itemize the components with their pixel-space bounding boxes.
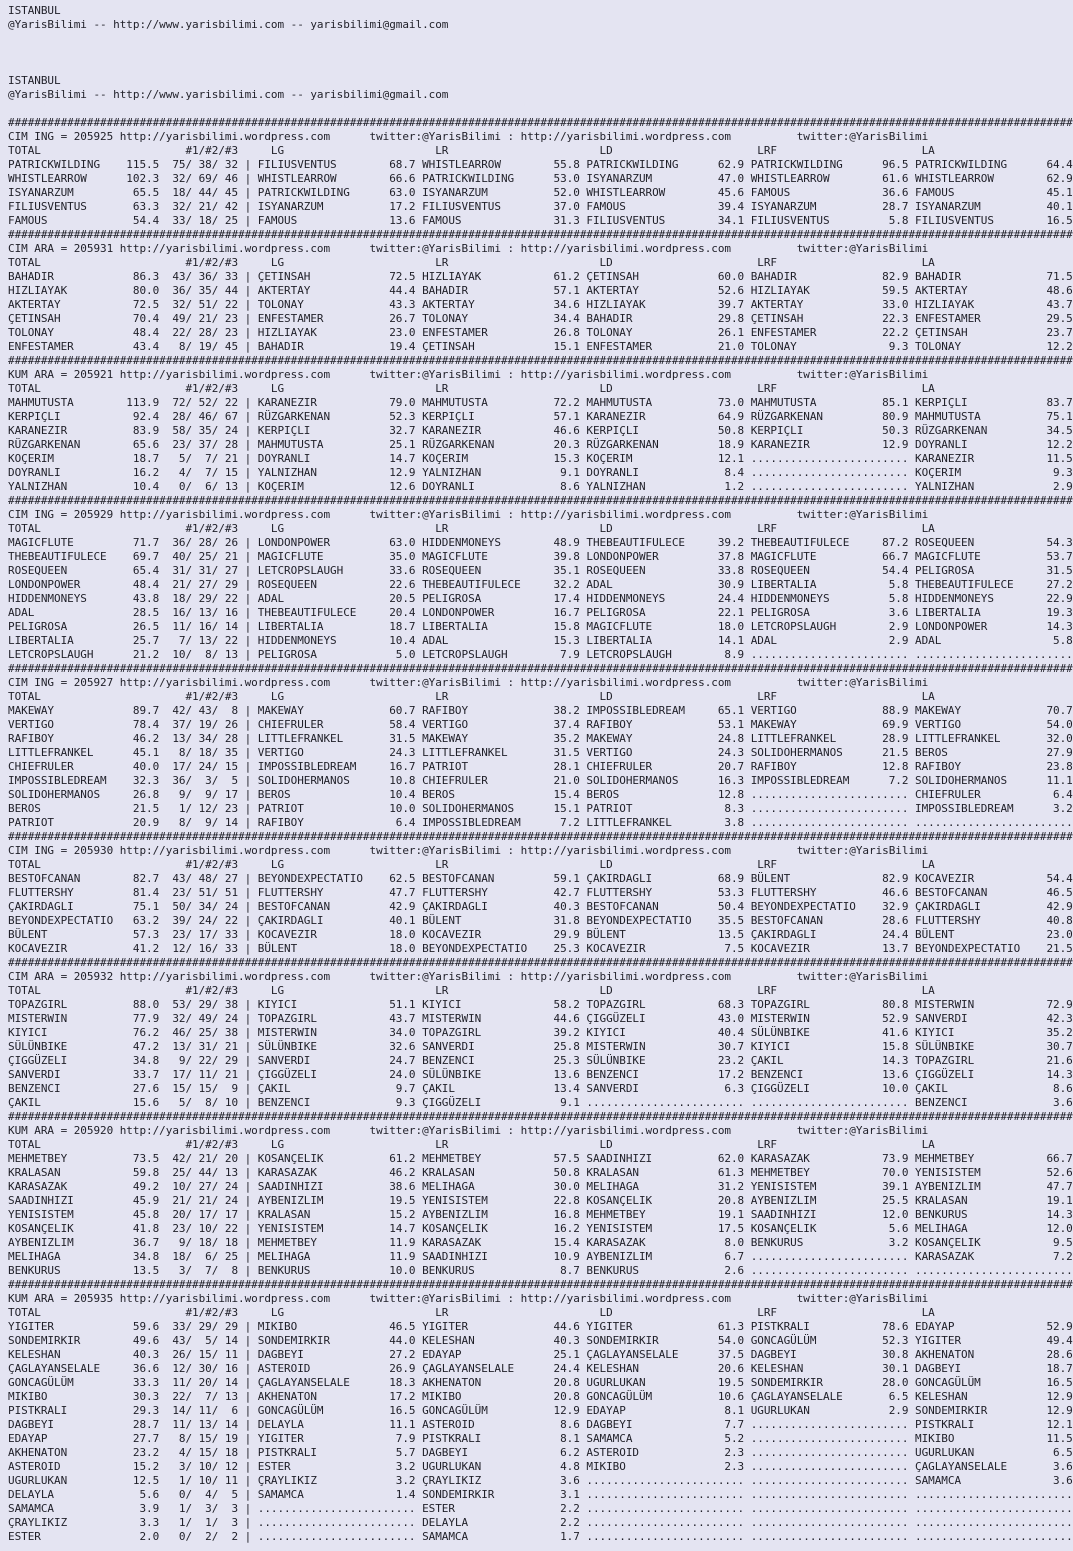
table-row: ISYANARZUM 65.5 18/ 44/ 45 | PATRICKWILDING 63.0 ISYANARZUM 52.0 WHISTLEARROW 45.6 FAMOUS 36.6 FAMOUS 45.1 bbox=[8, 186, 1073, 199]
section-header: CIM ING = 205930 http://yarisbilimi.wordpress.com twitter:@YarisBilimi : http://yarisbilimi.wordpress.com twitter:@YarisBilimi bbox=[8, 844, 929, 857]
table-row: ÇETINSAH 70.4 49/ 21/ 23 | ENFESTAMER 26.7 TOLONAY 34.4 BAHADIR 29.8 ÇETINSAH 22.3 ENFESTAMER 29.5 bbox=[8, 312, 1073, 325]
section-divider: ################################################################################################################################################################## bbox=[8, 494, 1073, 507]
table-row: ADAL 28.5 16/ 13/ 16 | THEBEAUTIFULECE 20.4 LONDONPOWER 16.7 PELIGROSA 22.1 PELIGROSA 3.6 LIBERTALIA 19.3 bbox=[8, 606, 1073, 619]
race-section bbox=[8, 830, 1073, 956]
table-row: KERPIÇLI 92.4 28/ 46/ 67 | RÜZGARKENAN 52.3 KERPIÇLI 57.1 KARANEZIR 64.9 RÜZGARKENAN 80.9 MAHMUTUSTA 75.1 bbox=[8, 410, 1073, 423]
race-section bbox=[8, 116, 1073, 228]
table-row: MELIHAGA 34.8 18/ 6/ 25 | MELIHAGA 11.9 SAADINHIZI 10.9 AYBENIZLIM 6.7 ........................ KARASAZAK 7.2 bbox=[8, 1250, 1073, 1263]
table-row: YIGITER 59.6 33/ 29/ 29 | MIKIBO 46.5 YIGITER 44.6 YIGITER 61.3 PISTKRALI 78.6 EDAYAP 52.9 bbox=[8, 1320, 1073, 1333]
table-row: RÜZGARKENAN 65.6 23/ 37/ 28 | MAHMUTUSTA 25.1 RÜZGARKENAN 20.3 RÜZGARKENAN 18.9 KARANEZIR 12.9 DOYRANLI 12.2 bbox=[8, 438, 1073, 451]
blank-line bbox=[8, 46, 1073, 60]
contact-line-repeat: @YarisBilimi -- http://www.yarisbilimi.com -- yarisbilimi@gmail.com bbox=[8, 88, 449, 101]
table-row: DOYRANLI 16.2 4/ 7/ 15 | YALNIZHAN 12.9 YALNIZHAN 9.1 DOYRANLI 8.4 ........................ KOÇERIM 9.3 bbox=[8, 466, 1073, 479]
section-divider: ################################################################################################################################################################## bbox=[8, 662, 1073, 675]
table-row: ENFESTAMER 43.4 8/ 19/ 45 | BAHADIR 19.4 ÇETINSAH 15.1 ENFESTAMER 21.0 TOLONAY 9.3 TOLONAY 12.2 bbox=[8, 340, 1073, 353]
section-header: KUM ARA = 205921 http://yarisbilimi.wordpress.com twitter:@YarisBilimi : http://yarisbilimi.wordpress.com twitter:@YarisBilimi bbox=[8, 368, 929, 381]
table-row: FLUTTERSHY 81.4 23/ 51/ 51 | FLUTTERSHY 47.7 FLUTTERSHY 42.7 FLUTTERSHY 53.3 FLUTTERSHY 46.6 BESTOFCANAN 46.5 bbox=[8, 886, 1073, 899]
table-row: KOCAVEZIR 41.2 12/ 16/ 33 | BÜLENT 18.0 BEYONDEXPECTATIO 25.3 KOCAVEZIR 7.5 KOCAVEZIR 13.7 BEYONDEXPECTATIO 21.5 bbox=[8, 942, 1073, 955]
table-row: VERTIGO 78.4 37/ 19/ 26 | CHIEFRULER 58.4 VERTIGO 37.4 RAFIBOY 53.1 MAKEWAY 69.9 VERTIGO 54.0 bbox=[8, 718, 1073, 731]
table-row: MAGICFLUTE 71.7 36/ 28/ 26 | LONDONPOWER 63.0 HIDDENMONEYS 48.9 THEBEAUTIFULECE 39.2 THEBEAUTIFULECE 87.2 ROSEQUEEN 54.3 bbox=[8, 536, 1073, 549]
table-row: CHIEFRULER 40.0 17/ 24/ 15 | IMPOSSIBLEDREAM 16.7 PATRIOT 28.1 CHIEFRULER 20.7 RAFIBOY 12.8 RAFIBOY 23.8 bbox=[8, 760, 1073, 773]
table-row: PATRIOT 20.9 8/ 9/ 14 | RAFIBOY 6.4 IMPOSSIBLEDREAM 7.2 LITTLEFRANKEL 3.8 ........................ ........................ bbox=[8, 816, 1073, 829]
table-row: BAHADIR 86.3 43/ 36/ 33 | ÇETINSAH 72.5 HIZLIAYAK 61.2 ÇETINSAH 60.0 BAHADIR 82.9 BAHADIR 71.5 bbox=[8, 270, 1073, 283]
table-row: SÜLÜNBIKE 47.2 13/ 31/ 21 | SÜLÜNBIKE 32.6 SANVERDI 25.8 MISTERWIN 30.7 KIYICI 15.8 SÜLÜNBIKE 30.7 bbox=[8, 1040, 1073, 1053]
contact-line: @YarisBilimi -- http://www.yarisbilimi.com -- yarisbilimi@gmail.com bbox=[8, 18, 449, 31]
blank-line bbox=[8, 32, 1073, 46]
table-row: ÇAGLAYANSELALE 36.6 12/ 30/ 16 | ASTEROID 26.9 ÇAGLAYANSELALE 24.4 KELESHAN 20.6 KELESHAN 30.1 DAGBEYI 18.7 bbox=[8, 1362, 1073, 1375]
section-header: KUM ARA = 205920 http://yarisbilimi.wordpress.com twitter:@YarisBilimi : http://yarisbilimi.wordpress.com twitter:@YarisBilimi bbox=[8, 1124, 929, 1137]
table-row: TOPAZGIRL 88.0 53/ 29/ 38 | KIYICI 51.1 KIYICI 58.2 TOPAZGIRL 68.3 TOPAZGIRL 80.8 MISTERWIN 72.9 bbox=[8, 998, 1073, 1011]
table-row: KOÇERIM 18.7 5/ 7/ 21 | DOYRANLI 14.7 KOÇERIM 15.3 KOÇERIM 12.1 ........................ KARANEZIR 11.5 bbox=[8, 452, 1073, 465]
section-header: CIM ING = 205929 http://yarisbilimi.wordpress.com twitter:@YarisBilimi : http://yarisbilimi.wordpress.com twitter:@YarisBilimi bbox=[8, 508, 929, 521]
table-row: ASTEROID 15.2 3/ 10/ 12 | ESTER 3.2 UGURLUKAN 4.8 MIKIBO 2.3 ........................ ÇAGLAYANSELALE 3.6 bbox=[8, 1460, 1073, 1473]
section-header: KUM ARA = 205935 http://yarisbilimi.wordpress.com twitter:@YarisBilimi : http://yarisbilimi.wordpress.com twitter:@YarisBilimi bbox=[8, 1292, 929, 1305]
table-row: KOSANÇELIK 41.8 23/ 10/ 22 | YENISISTEM 14.7 KOSANÇELIK 16.2 YENISISTEM 17.5 KOSANÇELIK 5.6 MELIHAGA 12.0 bbox=[8, 1222, 1073, 1235]
table-row: KRALASAN 59.8 25/ 44/ 13 | KARASAZAK 46.2 KRALASAN 50.8 KRALASAN 61.3 MEHMETBEY 70.0 YENISISTEM 52.6 bbox=[8, 1166, 1073, 1179]
column-headers: TOTAL #1/#2/#3 LG LR LD LRF LA bbox=[8, 256, 935, 269]
table-row: THEBEAUTIFULECE 69.7 40/ 25/ 21 | MAGICFLUTE 35.0 MAGICFLUTE 39.8 LONDONPOWER 37.8 MAGICFLUTE 66.7 MAGICFLUTE 53.7 bbox=[8, 550, 1073, 563]
table-row: SONDEMIRKIR 49.6 43/ 5/ 14 | SONDEMIRKIR 44.0 KELESHAN 40.3 SONDEMIRKIR 54.0 GONCAGÜLÜM 52.3 YIGITER 49.4 bbox=[8, 1334, 1073, 1347]
table-row: TOLONAY 48.4 22/ 28/ 23 | HIZLIAYAK 23.0 ENFESTAMER 26.8 TOLONAY 26.1 ENFESTAMER 22.2 ÇETINSAH 23.7 bbox=[8, 326, 1073, 339]
table-row: SAMAMCA 3.9 1/ 3/ 3 | ........................ ESTER 2.2 ........................ ........................ ........................ bbox=[8, 1502, 1073, 1515]
table-row: IMPOSSIBLEDREAM 32.3 36/ 3/ 5 | SOLIDOHERMANOS 10.8 CHIEFRULER 21.0 SOLIDOHERMANOS 16.3 IMPOSSIBLEDREAM 7.2 SOLIDOHERMANOS 11.1 bbox=[8, 774, 1073, 787]
section-divider: ################################################################################################################################################################## bbox=[8, 228, 1073, 241]
blank-line bbox=[8, 60, 1073, 74]
section-divider: ################################################################################################################################################################## bbox=[8, 116, 1073, 129]
table-row: HIDDENMONEYS 43.8 18/ 29/ 22 | ADAL 20.5 PELIGROSA 17.4 HIDDENMONEYS 24.4 HIDDENMONEYS 5.8 HIDDENMONEYS 22.9 bbox=[8, 592, 1073, 605]
table-row: BEROS 21.5 1/ 12/ 23 | PATRIOT 10.0 SOLIDOHERMANOS 15.1 PATRIOT 8.3 ........................ IMPOSSIBLEDREAM 3.2 bbox=[8, 802, 1073, 815]
table-row: LETCROPSLAUGH 21.2 10/ 8/ 13 | PELIGROSA 5.0 LETCROPSLAUGH 7.9 LETCROPSLAUGH 8.9 ........................ ........................ bbox=[8, 648, 1073, 661]
section-header: CIM ARA = 205931 http://yarisbilimi.wordpress.com twitter:@YarisBilimi : http://yarisbilimi.wordpress.com twitter:@YarisBilimi bbox=[8, 242, 929, 255]
table-row: ROSEQUEEN 65.4 31/ 31/ 27 | LETCROPSLAUGH 33.6 ROSEQUEEN 35.1 ROSEQUEEN 33.8 ROSEQUEEN 54.4 PELIGROSA 31.5 bbox=[8, 564, 1073, 577]
section-header: CIM ING = 205927 http://yarisbilimi.wordpress.com twitter:@YarisBilimi : http://yarisbilimi.wordpress.com twitter:@YarisBilimi bbox=[8, 676, 929, 689]
table-row: ÇAKIL 15.6 5/ 8/ 10 | BENZENCI 9.3 ÇIGGÜZELI 9.1 ........................ ........................ BENZENCI 3.6 bbox=[8, 1096, 1073, 1109]
table-row: KARANEZIR 83.9 58/ 35/ 24 | KERPIÇLI 32.7 KARANEZIR 46.6 KERPIÇLI 50.8 KERPIÇLI 50.3 RÜZGARKENAN 34.5 bbox=[8, 424, 1073, 437]
table-row: AYBENIZLIM 36.7 9/ 18/ 18 | MEHMETBEY 11.9 KARASAZAK 15.4 KARASAZAK 8.0 BENKURUS 3.2 KOSANÇELIK 9.5 bbox=[8, 1236, 1073, 1249]
race-section bbox=[8, 956, 1073, 1110]
section-divider: ################################################################################################################################################################## bbox=[8, 354, 1073, 367]
table-row: BEYONDEXPECTATIO 63.2 39/ 24/ 22 | ÇAKIRDAGLI 40.1 BÜLENT 31.8 BEYONDEXPECTATIO 35.5 BESTOFCANAN 28.6 FLUTTERSHY 40.8 bbox=[8, 914, 1073, 927]
table-row: PISTKRALI 29.3 14/ 11/ 6 | GONCAGÜLÜM 16.5 GONCAGÜLÜM 12.9 EDAYAP 8.1 UGURLUKAN 2.9 SONDEMIRKIR 12.9 bbox=[8, 1404, 1073, 1417]
table-row: ESTER 2.0 0/ 2/ 2 | ........................ SAMAMCA 1.7 ........................ ........................ ........................ bbox=[8, 1530, 1073, 1543]
table-row: LONDONPOWER 48.4 21/ 27/ 29 | ROSEQUEEN 22.6 THEBEAUTIFULECE 32.2 ADAL 30.9 LIBERTALIA 5.8 THEBEAUTIFULECE 27.2 bbox=[8, 578, 1073, 591]
race-section bbox=[8, 354, 1073, 494]
blank-line bbox=[8, 102, 1073, 116]
race-section bbox=[8, 228, 1073, 354]
column-headers: TOTAL #1/#2/#3 LG LR LD LRF LA bbox=[8, 1138, 935, 1151]
column-headers: TOTAL #1/#2/#3 LG LR LD LRF LA bbox=[8, 382, 935, 395]
page-title-repeat: ISTANBUL bbox=[8, 74, 61, 87]
table-row: BÜLENT 57.3 23/ 17/ 33 | KOCAVEZIR 18.0 KOCAVEZIR 29.9 BÜLENT 13.5 ÇAKIRDAGLI 24.4 BÜLENT 23.0 bbox=[8, 928, 1073, 941]
table-row: SAADINHIZI 45.9 21/ 21/ 24 | AYBENIZLIM 19.5 YENISISTEM 22.8 KOSANÇELIK 20.8 AYBENIZLIM 25.5 KRALASAN 19.1 bbox=[8, 1194, 1073, 1207]
table-row: BENZENCI 27.6 15/ 15/ 9 | ÇAKIL 9.7 ÇAKIL 13.4 SANVERDI 6.3 ÇIGGÜZELI 10.0 ÇAKIL 8.6 bbox=[8, 1082, 1073, 1095]
table-row: DELAYLA 5.6 0/ 4/ 5 | SAMAMCA 1.4 SONDEMIRKIR 3.1 ........................ ........................ ........................ bbox=[8, 1488, 1073, 1501]
table-row: HIZLIAYAK 80.0 36/ 35/ 44 | AKTERTAY 44.4 BAHADIR 57.1 AKTERTAY 52.6 HIZLIAYAK 59.5 AKTERTAY 48.6 bbox=[8, 284, 1073, 297]
section-header: CIM ARA = 205932 http://yarisbilimi.wordpress.com twitter:@YarisBilimi : http://yarisbilimi.wordpress.com twitter:@YarisBilimi bbox=[8, 970, 929, 983]
table-row: RAFIBOY 46.2 13/ 34/ 28 | LITTLEFRANKEL 31.5 MAKEWAY 35.2 MAKEWAY 24.8 LITTLEFRANKEL 28.9 LITTLEFRANKEL 32.0 bbox=[8, 732, 1073, 745]
table-row: MIKIBO 30.3 22/ 7/ 13 | AKHENATON 17.2 MIKIBO 20.8 GONCAGÜLÜM 10.6 ÇAGLAYANSELALE 6.5 KELESHAN 12.9 bbox=[8, 1390, 1073, 1403]
race-section bbox=[8, 1278, 1073, 1544]
table-row: YALNIZHAN 10.4 0/ 6/ 13 | KOÇERIM 12.6 DOYRANLI 8.6 YALNIZHAN 1.2 ........................ YALNIZHAN 2.9 bbox=[8, 480, 1073, 493]
table-row: FILIUSVENTUS 63.3 32/ 21/ 42 | ISYANARZUM 17.2 FILIUSVENTUS 37.0 FAMOUS 39.4 ISYANARZUM 28.7 ISYANARZUM 40.1 bbox=[8, 200, 1073, 213]
table-row: GONCAGÜLÜM 33.3 11/ 20/ 14 | ÇAGLAYANSELALE 18.3 AKHENATON 20.8 UGURLUKAN 19.5 SONDEMIRKIR 28.0 GONCAGÜLÜM 16.5 bbox=[8, 1376, 1073, 1389]
column-headers: TOTAL #1/#2/#3 LG LR LD LRF LA bbox=[8, 690, 935, 703]
race-section bbox=[8, 1110, 1073, 1278]
section-divider: ################################################################################################################################################################## bbox=[8, 956, 1073, 969]
table-row: MEHMETBEY 73.5 42/ 21/ 20 | KOSANÇELIK 61.2 MEHMETBEY 57.5 SAADINHIZI 62.0 KARASAZAK 73.9 MEHMETBEY 66.7 bbox=[8, 1152, 1073, 1165]
column-headers: TOTAL #1/#2/#3 LG LR LD LRF LA bbox=[8, 858, 935, 871]
table-row: WHISTLEARROW 102.3 32/ 69/ 46 | WHISTLEARROW 66.6 PATRICKWILDING 53.0 ISYANARZUM 47.0 WHISTLEARROW 61.6 WHISTLEARROW 62.9 bbox=[8, 172, 1073, 185]
column-headers: TOTAL #1/#2/#3 LG LR LD LRF LA bbox=[8, 1306, 935, 1319]
page-title: ISTANBUL bbox=[8, 4, 61, 17]
race-section bbox=[8, 662, 1073, 830]
table-row: BESTOFCANAN 82.7 43/ 48/ 27 | BEYONDEXPECTATIO 62.5 BESTOFCANAN 59.1 ÇAKIRDAGLI 68.9 BÜLENT 82.9 KOCAVEZIR 54.4 bbox=[8, 872, 1073, 885]
race-sections bbox=[8, 116, 1073, 1544]
column-headers: TOTAL #1/#2/#3 LG LR LD LRF LA bbox=[8, 984, 935, 997]
table-row: MAKEWAY 89.7 42/ 43/ 8 | MAKEWAY 60.7 RAFIBOY 38.2 IMPOSSIBLEDREAM 65.1 VERTIGO 88.9 MAKEWAY 70.7 bbox=[8, 704, 1073, 717]
table-row: KARASAZAK 49.2 10/ 27/ 24 | SAADINHIZI 38.6 MELIHAGA 30.0 MELIHAGA 31.2 YENISISTEM 39.1 AYBENIZLIM 47.7 bbox=[8, 1180, 1073, 1193]
table-row: ÇAKIRDAGLI 75.1 50/ 34/ 24 | BESTOFCANAN 42.9 ÇAKIRDAGLI 40.3 BESTOFCANAN 50.4 BEYONDEXPECTATIO 32.9 ÇAKIRDAGLI 42.9 bbox=[8, 900, 1073, 913]
table-row: DAGBEYI 28.7 11/ 13/ 14 | DELAYLA 11.1 ASTEROID 8.6 DAGBEYI 7.7 ........................ PISTKRALI 12.1 bbox=[8, 1418, 1073, 1431]
table-row: MAHMUTUSTA 113.9 72/ 52/ 22 | KARANEZIR 79.0 MAHMUTUSTA 72.2 MAHMUTUSTA 73.0 MAHMUTUSTA 85.1 KERPIÇLI 83.7 bbox=[8, 396, 1073, 409]
table-row: BENKURUS 13.5 3/ 7/ 8 | BENKURUS 10.0 BENKURUS 8.7 BENKURUS 2.6 ........................ ........................ bbox=[8, 1264, 1073, 1277]
table-row: PELIGROSA 26.5 11/ 16/ 14 | LIBERTALIA 18.7 LIBERTALIA 15.8 MAGICFLUTE 18.0 LETCROPSLAUGH 2.9 LONDONPOWER 14.3 bbox=[8, 620, 1073, 633]
table-row: LIBERTALIA 25.7 7/ 13/ 22 | HIDDENMONEYS 10.4 ADAL 15.3 LIBERTALIA 14.1 ADAL 2.9 ADAL 5.8 bbox=[8, 634, 1073, 647]
table-row: AKHENATON 23.2 4/ 15/ 18 | PISTKRALI 5.7 DAGBEYI 6.2 ASTEROID 2.3 ........................ UGURLUKAN 6.5 bbox=[8, 1446, 1073, 1459]
table-row: UGURLUKAN 12.5 1/ 10/ 11 | ÇRAYLIKIZ 3.2 ÇRAYLIKIZ 3.6 ........................ ........................ SAMAMCA 3.6 bbox=[8, 1474, 1073, 1487]
table-row: FAMOUS 54.4 33/ 18/ 25 | FAMOUS 13.6 FAMOUS 31.3 FILIUSVENTUS 34.1 FILIUSVENTUS 5.8 FILIUSVENTUS 16.5 bbox=[8, 214, 1073, 227]
table-row: SOLIDOHERMANOS 26.8 9/ 9/ 17 | BEROS 10.4 BEROS 15.4 BEROS 12.8 ........................ CHIEFRULER 6.4 bbox=[8, 788, 1073, 801]
section-divider: ################################################################################################################################################################## bbox=[8, 1278, 1073, 1291]
table-row: ÇRAYLIKIZ 3.3 1/ 1/ 3 | ........................ DELAYLA 2.2 ........................ ........................ ........................ bbox=[8, 1516, 1073, 1529]
section-divider: ################################################################################################################################################################## bbox=[8, 830, 1073, 843]
table-row: LITTLEFRANKEL 45.1 8/ 18/ 35 | VERTIGO 24.3 LITTLEFRANKEL 31.5 VERTIGO 24.3 SOLIDOHERMANOS 21.5 BEROS 27.9 bbox=[8, 746, 1073, 759]
section-divider: ################################################################################################################################################################## bbox=[8, 1110, 1073, 1123]
table-row: KELESHAN 40.3 26/ 15/ 11 | DAGBEYI 27.2 EDAYAP 25.1 ÇAGLAYANSELALE 37.5 DAGBEYI 30.8 AKHENATON 28.6 bbox=[8, 1348, 1073, 1361]
table-row: PATRICKWILDING 115.5 75/ 38/ 32 | FILIUSVENTUS 68.7 WHISTLEARROW 55.8 PATRICKWILDING 62.9 PATRICKWILDING 96.5 PATRICKWILDING 64.4 bbox=[8, 158, 1073, 171]
table-row: AKTERTAY 72.5 32/ 51/ 22 | TOLONAY 43.3 AKTERTAY 34.6 HIZLIAYAK 39.7 AKTERTAY 33.0 HIZLIAYAK 43.7 bbox=[8, 298, 1073, 311]
column-headers: TOTAL #1/#2/#3 LG LR LD LRF LA bbox=[8, 522, 935, 535]
section-header: CIM ING = 205925 http://yarisbilimi.wordpress.com twitter:@YarisBilimi : http://yarisbilimi.wordpress.com twitter:@YarisBilimi bbox=[8, 130, 929, 143]
table-row: YENISISTEM 45.8 20/ 17/ 17 | KRALASAN 15.2 AYBENIZLIM 16.8 MEHMETBEY 19.1 SAADINHIZI 12.0 BENKURUS 14.3 bbox=[8, 1208, 1073, 1221]
table-row: MISTERWIN 77.9 32/ 49/ 24 | TOPAZGIRL 43.7 MISTERWIN 44.6 ÇIGGÜZELI 43.0 MISTERWIN 52.9 SANVERDI 42.3 bbox=[8, 1012, 1073, 1025]
table-row: ÇIGGÜZELI 34.8 9/ 22/ 29 | SANVERDI 24.7 BENZENCI 25.3 SÜLÜNBIKE 23.2 ÇAKIL 14.3 TOPAZGIRL 21.6 bbox=[8, 1054, 1073, 1067]
column-headers: TOTAL #1/#2/#3 LG LR LD LRF LA bbox=[8, 144, 935, 157]
table-row: SANVERDI 33.7 17/ 11/ 21 | ÇIGGÜZELI 24.0 SÜLÜNBIKE 13.6 BENZENCI 17.2 BENZENCI 13.6 ÇIGGÜZELI 14.3 bbox=[8, 1068, 1073, 1081]
table-row: EDAYAP 27.7 8/ 15/ 19 | YIGITER 7.9 PISTKRALI 8.1 SAMAMCA 5.2 ........................ MIKIBO 11.5 bbox=[8, 1432, 1073, 1445]
table-row: KIYICI 76.2 46/ 25/ 38 | MISTERWIN 34.0 TOPAZGIRL 39.2 KIYICI 40.4 SÜLÜNBIKE 41.6 KIYICI 35.2 bbox=[8, 1026, 1073, 1039]
race-section bbox=[8, 494, 1073, 662]
